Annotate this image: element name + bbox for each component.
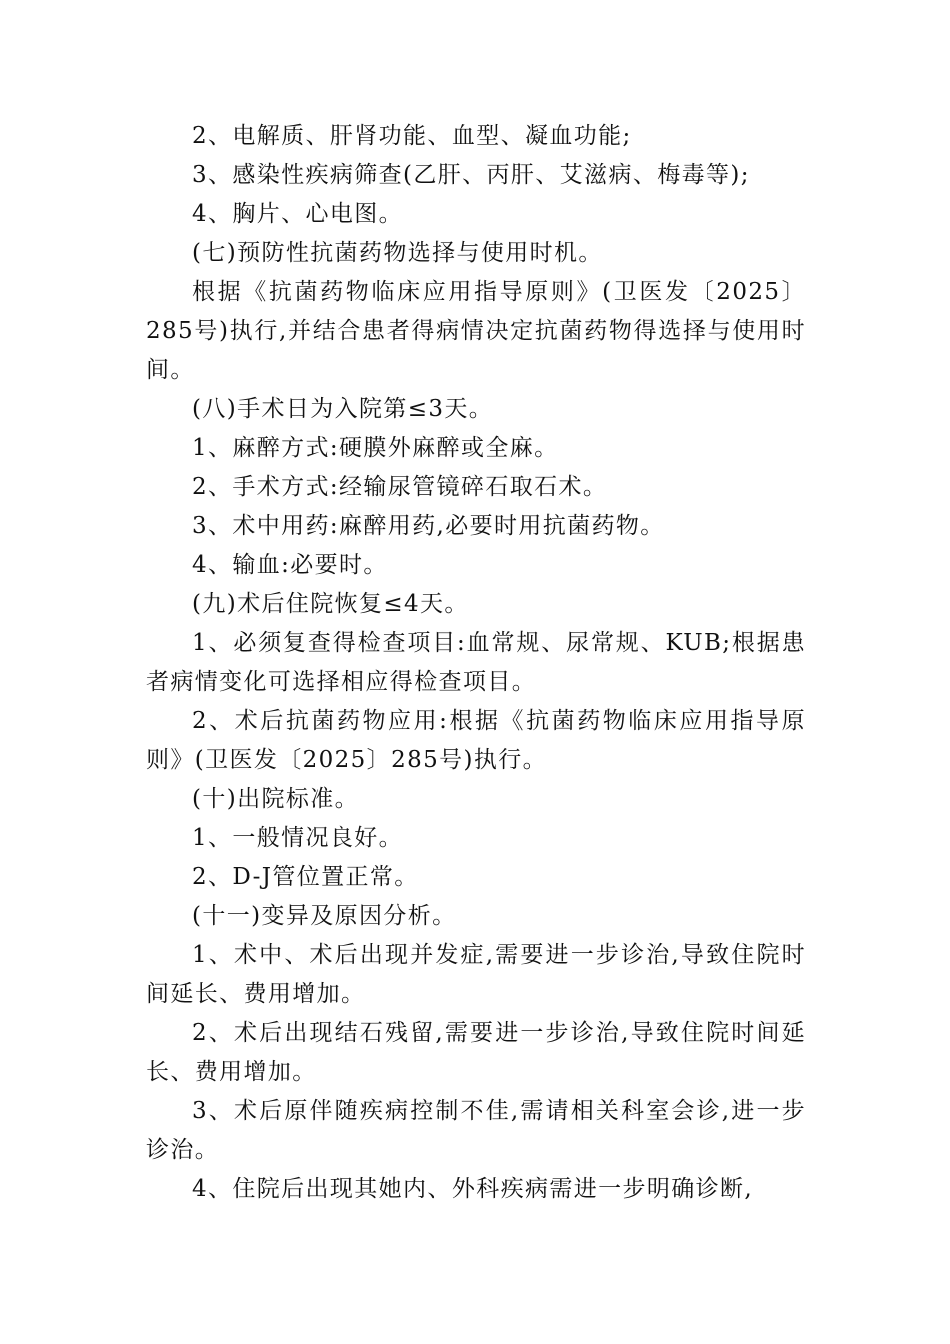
paragraph-variation-other-disease: 4、住院后出现其她内、外科疾病需进一步明确诊断,	[192, 1176, 754, 1202]
paragraph-transfusion: 4、输血:必要时。	[192, 552, 388, 578]
paragraph-variation-comorbidity: 3、术后原伴随疾病控制不佳,需请相关科室会诊,进一步诊治。	[146, 1098, 806, 1163]
document-page	[146, 117, 806, 1209]
paragraph-variation-complications: 1、术中、术后出现并发症,需要进一步诊治,导致住院时间延长、费用增加。	[146, 942, 806, 1007]
paragraph-dj-tube: 2、D-J管位置正常。	[192, 864, 419, 890]
section-heading-surgery-day: (八)手术日为入院第≤3天。	[192, 396, 494, 422]
paragraph-intraop-medication: 3、术中用药:麻醉用药,必要时用抗菌药物。	[192, 513, 665, 539]
paragraph-chest-xray-ecg: 4、胸片、心电图。	[192, 201, 404, 227]
section-heading-variation-analysis: (十一)变异及原因分析。	[192, 903, 457, 929]
paragraph-lab-tests-electrolytes: 2、电解质、肝肾功能、血型、凝血功能;	[192, 123, 632, 149]
paragraph-infection-screening: 3、感染性疾病筛查(乙肝、丙肝、艾滋病、梅毒等);	[192, 162, 750, 188]
paragraph-antibiotic-guideline: 根据《抗菌药物临床应用指导原则》(卫医发〔2025〕285号)执行,并结合患者得病情决定抗菌药物得选择与使用时间。	[146, 279, 806, 383]
section-heading-discharge-criteria: (十)出院标准。	[192, 786, 359, 812]
paragraph-anesthesia: 1、麻醉方式:硬膜外麻醉或全麻。	[192, 435, 559, 461]
paragraph-surgery-method: 2、手术方式:经输尿管镜碎石取石术。	[192, 474, 608, 500]
section-heading-postop-recovery: (九)术后住院恢复≤4天。	[192, 591, 469, 617]
section-heading-antibiotics: (七)预防性抗菌药物选择与使用时机。	[192, 240, 603, 266]
paragraph-general-condition: 1、一般情况良好。	[192, 825, 404, 851]
paragraph-postop-antibiotics: 2、术后抗菌药物应用:根据《抗菌药物临床应用指导原则》(卫医发〔2025〕285号)执行。	[146, 708, 806, 773]
paragraph-variation-residual-stone: 2、术后出现结石残留,需要进一步诊治,导致住院时间延长、费用增加。	[146, 1020, 806, 1085]
paragraph-postop-recheck: 1、必须复查得检查项目:血常规、尿常规、KUB;根据患者病情变化可选择相应得检查项目。	[146, 630, 806, 695]
